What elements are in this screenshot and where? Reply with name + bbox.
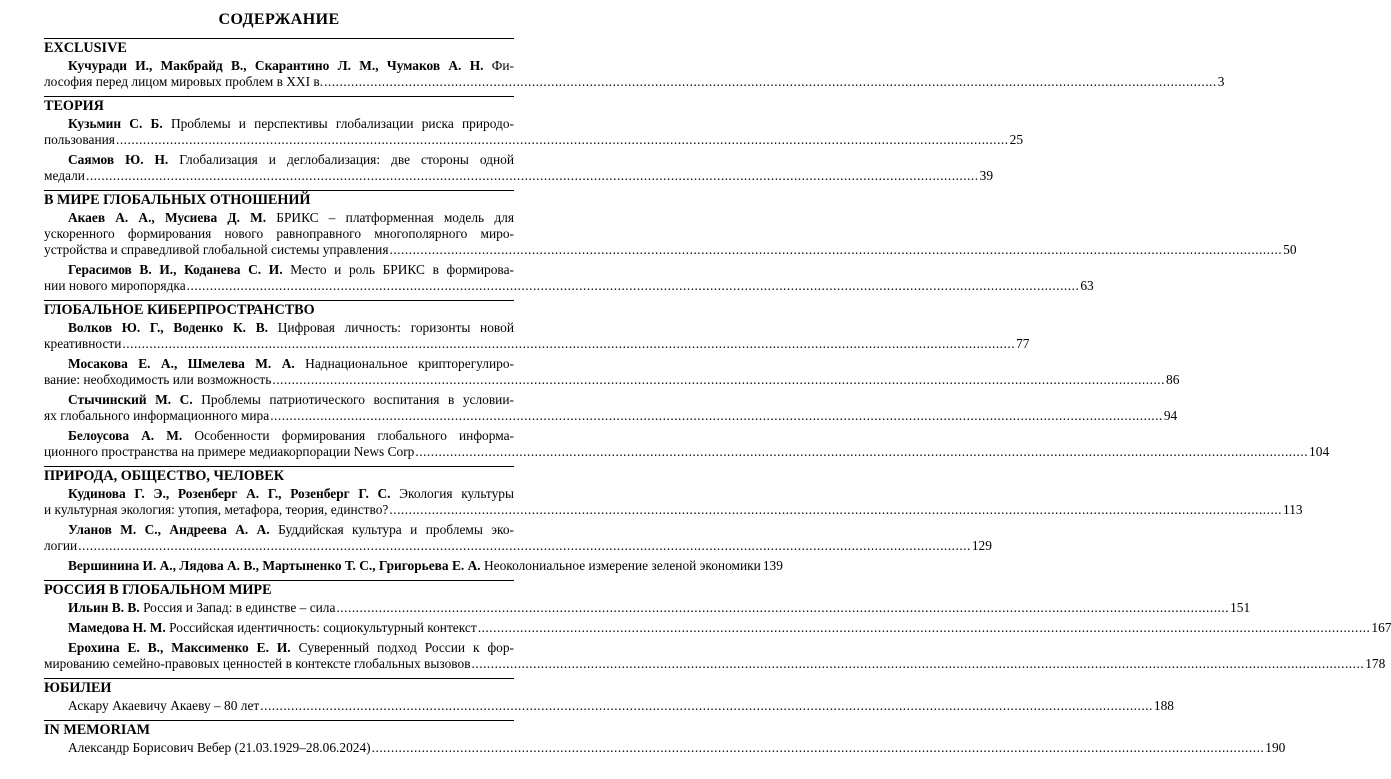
page-number: 50 bbox=[1283, 242, 1297, 257]
entry-authors: Ерохина Е. В., Максименко Е. И. bbox=[68, 640, 291, 655]
leader-dots bbox=[187, 278, 1080, 294]
page-number: 77 bbox=[1016, 336, 1030, 351]
section-title: В МИРЕ ГЛОБАЛЬНЫХ ОТНОШЕНИЙ bbox=[44, 192, 311, 208]
toc-entry[interactable] bbox=[44, 428, 1330, 460]
entry-title-end: мированию семейно-правовых ценностей в контексте глобальных вызовов bbox=[44, 656, 471, 671]
page-number: 104 bbox=[1309, 444, 1330, 459]
entry-title-end: и культурная экология: утопия, метафора, теория, единство? bbox=[44, 502, 389, 517]
entry-title-start: Глобализация и деглобализация: две стороны одной bbox=[179, 152, 514, 167]
entry-title-start: Проблемы и перспективы глобализации риска природо- bbox=[170, 116, 514, 131]
entry-first-line bbox=[44, 116, 514, 132]
entry-last-line bbox=[44, 372, 1180, 388]
leader-dots bbox=[336, 600, 1229, 616]
section-title: IN MEMORIAM bbox=[44, 722, 150, 738]
entry-text bbox=[68, 740, 371, 756]
entry-last-line bbox=[44, 656, 1386, 672]
entry-first-line bbox=[44, 152, 514, 168]
section-title: EXCLUSIVE bbox=[44, 40, 127, 56]
leader-dots bbox=[272, 372, 1165, 388]
entry-first-line bbox=[44, 210, 514, 226]
page-number: 188 bbox=[1153, 698, 1174, 713]
page-number: 113 bbox=[1283, 502, 1303, 517]
page-number: 129 bbox=[971, 538, 992, 553]
entry-middle-line: ускоренного формирования нового равноправного многополярного миро- bbox=[44, 226, 514, 241]
entry-title-start: БРИКС – платформенная модель для bbox=[276, 210, 514, 225]
entry-authors: Кудинова Г. Э., Розенберг А. Г., Розенберг Г. С. bbox=[68, 486, 391, 501]
entry-last-line bbox=[44, 278, 1094, 294]
entry-title-end: ях глобального информационного мира bbox=[44, 408, 270, 423]
entry-last-line bbox=[44, 336, 1030, 352]
entry-authors: Мосакова Е. А., Шмелева М. А. bbox=[68, 356, 295, 371]
entry-title: Россия и Запад: в единстве – сила bbox=[143, 600, 336, 615]
toc-entry[interactable] bbox=[44, 58, 1225, 90]
toc-title: СОДЕРЖАНИЕ bbox=[218, 11, 340, 28]
entry-title-start: Особенности формирования глобального информа- bbox=[194, 428, 514, 443]
toc-section bbox=[44, 678, 1174, 714]
page-number: 63 bbox=[1080, 278, 1094, 293]
toc-section bbox=[44, 38, 1225, 90]
leader-dots bbox=[122, 336, 1015, 352]
toc-entry[interactable] bbox=[44, 740, 1286, 756]
entry-authors: Ильин В. В. bbox=[68, 600, 140, 615]
leader-dots bbox=[324, 74, 1217, 90]
entry-first-line bbox=[44, 262, 514, 278]
toc-entry[interactable] bbox=[44, 210, 1297, 258]
leader-dots bbox=[389, 242, 1282, 258]
leader-dots bbox=[415, 444, 1308, 460]
entry-title-end: лософия перед лицом мировых проблем в XXI в. bbox=[44, 74, 324, 89]
toc-entry[interactable] bbox=[44, 620, 1391, 636]
page-number: 151 bbox=[1230, 600, 1251, 615]
entry-last-line bbox=[44, 168, 994, 184]
page-number: 25 bbox=[1009, 132, 1024, 147]
page-number: 3 bbox=[1217, 74, 1225, 89]
leader-dots bbox=[260, 698, 1153, 714]
entry-last-line bbox=[44, 242, 1297, 258]
entry-authors: Вершинина И. А., Лядова А. В., Мартыненко Т. С., Григорьева Е. А. bbox=[68, 558, 481, 573]
entry-title: Александр Борисович Вебер (21.03.1929–28.06.2024) bbox=[68, 740, 371, 755]
page-number: 190 bbox=[1265, 740, 1286, 755]
section-title: РОССИЯ В ГЛОБАЛЬНОМ МИРЕ bbox=[44, 582, 272, 598]
entry-title: Неоколониальное измерение зеленой экономики bbox=[483, 558, 761, 573]
toc-section bbox=[44, 466, 1303, 574]
entry-text bbox=[68, 558, 761, 574]
entry-authors: Уланов М. С., Андреева А. А. bbox=[68, 522, 270, 537]
entry-title-end: медали bbox=[44, 168, 85, 183]
entry-title-start: Экология культуры bbox=[399, 486, 514, 501]
entry-first-line bbox=[44, 640, 514, 656]
section-title: ЮБИЛЕИ bbox=[44, 680, 112, 696]
toc-page bbox=[44, 10, 1391, 760]
entry-title-end: пользования bbox=[44, 132, 115, 147]
entry-title-end: вание: необходимость или возможность bbox=[44, 372, 272, 387]
toc-entry[interactable] bbox=[44, 262, 1094, 294]
entry-title-start: Проблемы патриотического воспитания в условии- bbox=[201, 392, 514, 407]
entry-title-end: креативности bbox=[44, 336, 122, 351]
entry-authors: Стычинский М. С. bbox=[68, 392, 193, 407]
entry-line bbox=[44, 740, 1286, 756]
toc-entry[interactable] bbox=[44, 600, 1251, 616]
toc-entry[interactable] bbox=[44, 522, 992, 554]
entry-first-line bbox=[44, 522, 514, 538]
leader-dots bbox=[78, 538, 971, 554]
toc-body bbox=[44, 38, 1391, 756]
leader-dots bbox=[389, 502, 1282, 518]
entry-line bbox=[44, 698, 1174, 714]
entry-title-end: ционного пространства на примере медиакорпорации News Corp bbox=[44, 444, 415, 459]
toc-entry[interactable] bbox=[44, 640, 1386, 672]
leader-dots bbox=[86, 168, 979, 184]
entry-first-line bbox=[44, 356, 514, 372]
entry-authors: Акаев А. А., Мусиева Д. М. bbox=[68, 210, 267, 225]
entry-title-start: Наднациональное крипторегулиро- bbox=[305, 356, 514, 371]
entry-first-line bbox=[44, 486, 514, 502]
entry-last-line bbox=[44, 444, 1330, 460]
toc-section bbox=[44, 190, 1297, 294]
page-number: 139 bbox=[762, 558, 783, 573]
entry-authors: Волков Ю. Г., Воденко К. В. bbox=[68, 320, 269, 335]
page-number: 167 bbox=[1371, 620, 1391, 635]
entry-authors: Мамедова Н. М. bbox=[68, 620, 166, 635]
entry-line bbox=[44, 558, 783, 574]
entry-authors: Кучуради И., Макбрайд В., Скарантино Л. М., Чумаков А. Н. bbox=[68, 58, 484, 73]
entry-first-line bbox=[44, 58, 514, 74]
entry-last-line bbox=[44, 538, 992, 554]
entry-last-line bbox=[44, 74, 1225, 90]
toc-entry[interactable] bbox=[44, 320, 1030, 352]
entry-line bbox=[44, 620, 1391, 636]
entry-first-line bbox=[44, 428, 514, 444]
entry-last-line bbox=[44, 132, 1024, 148]
toc-entry[interactable] bbox=[44, 392, 1178, 424]
entry-text bbox=[68, 620, 477, 636]
entry-authors: Белоусова А. М. bbox=[68, 428, 183, 443]
entry-text bbox=[68, 600, 335, 616]
toc-section bbox=[44, 300, 1330, 460]
entry-authors: Кузьмин С. Б. bbox=[68, 116, 163, 131]
toc-section bbox=[44, 720, 1286, 756]
section-title: ПРИРОДА, ОБЩЕСТВО, ЧЕЛОВЕК bbox=[44, 468, 285, 484]
toc-section bbox=[44, 580, 1391, 672]
toc-entry[interactable] bbox=[44, 698, 1174, 714]
toc-section bbox=[44, 96, 1024, 184]
toc-entry[interactable] bbox=[44, 116, 1024, 148]
toc-entry[interactable] bbox=[44, 486, 1303, 518]
entry-authors: Герасимов В. И., Коданева С. И. bbox=[68, 262, 283, 277]
entry-title: Аскару Акаевичу Акаеву – 80 лет bbox=[68, 698, 260, 713]
page-number: 94 bbox=[1163, 408, 1178, 423]
leader-dots bbox=[372, 740, 1265, 756]
entry-title: Российская идентичность: социокультурный контекст bbox=[169, 620, 477, 635]
entry-title-start: Суверенный подход России к фор- bbox=[298, 640, 514, 655]
entry-title-end: логии bbox=[44, 538, 78, 553]
entry-line bbox=[44, 600, 1251, 616]
entry-title-start: Место и роль БРИКС в формирова- bbox=[290, 262, 514, 277]
leader-dots bbox=[270, 408, 1163, 424]
entry-last-line bbox=[44, 408, 1178, 424]
leader-dots bbox=[116, 132, 1009, 148]
entry-authors: Саямов Ю. Н. bbox=[68, 152, 169, 167]
page-number: 86 bbox=[1166, 372, 1180, 387]
entry-last-line bbox=[44, 502, 1303, 518]
entry-title-start: Цифровая личность: горизонты новой bbox=[277, 320, 514, 335]
entry-text bbox=[68, 698, 259, 714]
page-number: 178 bbox=[1365, 656, 1386, 671]
toc-entry[interactable] bbox=[44, 152, 994, 184]
entry-title-start: Буддийская культура и проблемы эко- bbox=[278, 522, 514, 537]
entry-title-end: устройства и справедливой глобальной системы управления bbox=[44, 242, 389, 257]
entry-first-line bbox=[44, 392, 514, 408]
page-number: 39 bbox=[979, 168, 994, 183]
section-title: ТЕОРИЯ bbox=[44, 98, 104, 114]
leader-dots bbox=[478, 620, 1371, 636]
toc-entry[interactable] bbox=[44, 356, 1180, 388]
section-title: ГЛОБАЛЬНОЕ КИБЕРПРОСТРАНСТВО bbox=[44, 302, 315, 318]
leader-dots bbox=[472, 656, 1365, 672]
entry-first-line bbox=[44, 320, 514, 336]
toc-entry[interactable] bbox=[44, 558, 783, 574]
entry-title-start: Фи- bbox=[491, 58, 514, 73]
entry-title-end: нии нового миропорядка bbox=[44, 278, 186, 293]
